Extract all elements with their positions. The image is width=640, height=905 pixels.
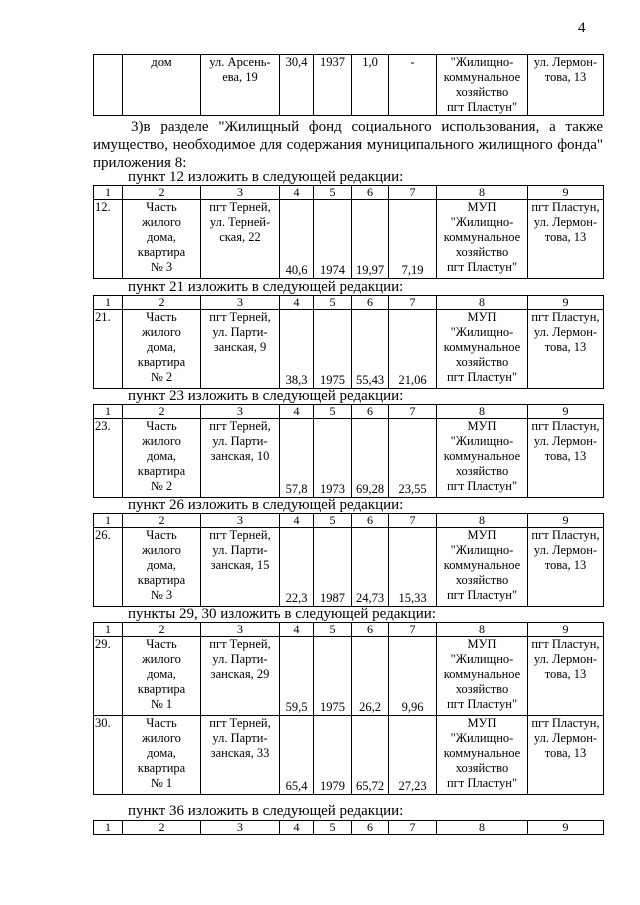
header-cell: 6 — [352, 821, 389, 835]
table-cell: пгт Пластун, ул. Лермон- това, 13 — [528, 200, 604, 279]
header-cell: 1 — [94, 405, 123, 419]
table-cell: Часть жилого дома, квартира № 3 — [123, 528, 201, 607]
table-cell: ул. Лермон- това, 13 — [528, 55, 604, 116]
table-cell: пгт Пластун, ул. Лермон- това, 13 — [528, 716, 604, 795]
table-row — [94, 528, 604, 607]
header-cell: 7 — [389, 405, 437, 419]
table-cell: МУП "Жилищно- коммунальное хозяйство пгт Пластун" — [437, 200, 528, 279]
header-cell: 3 — [201, 405, 280, 419]
amendment-table — [93, 622, 604, 795]
table-cell: 65,72 — [352, 716, 389, 795]
table-cell: пгт Пластун, ул. Лермон- това, 13 — [528, 637, 604, 716]
table-cell: Часть жилого дома, квартира № 1 — [123, 716, 201, 795]
header-cell: 8 — [437, 296, 528, 310]
table-cell: 1979 — [314, 716, 352, 795]
header-cell: 4 — [280, 296, 314, 310]
table-cell: 1974 — [314, 200, 352, 279]
header-cell: 8 — [437, 821, 528, 835]
header-cell: 8 — [437, 623, 528, 637]
header-cell: 6 — [352, 514, 389, 528]
header-cell: 7 — [389, 296, 437, 310]
section-paragraph — [93, 118, 603, 172]
header-cell: 6 — [352, 405, 389, 419]
table-cell: 40,6 — [280, 200, 314, 279]
header-cell: 8 — [437, 405, 528, 419]
table-cell: 1987 — [314, 528, 352, 607]
header-cell: 2 — [123, 405, 201, 419]
table-cell: пгт Пластун, ул. Лермон- това, 13 — [528, 419, 604, 498]
header-cell: 5 — [314, 514, 352, 528]
header-cell: 3 — [201, 296, 280, 310]
table-cell: 55,43 — [352, 310, 389, 389]
table-cell: 1975 — [314, 310, 352, 389]
section-caption: пункт 21 изложить в следующей редакции: — [128, 279, 404, 295]
header-cell: 9 — [528, 623, 604, 637]
header-cell: 7 — [389, 623, 437, 637]
table-cell: Часть жилого дома, квартира № 2 — [123, 419, 201, 498]
table-cell: 9,96 — [389, 637, 437, 716]
table-cell: 26. — [94, 528, 123, 607]
table-cell: 1,0 — [352, 55, 389, 116]
table-cell: 23. — [94, 419, 123, 498]
section-caption: пункт 26 изложить в следующей редакции: — [128, 497, 404, 513]
amendment-table — [93, 295, 604, 389]
table-cell: ул. Арсень- ева, 19 — [201, 55, 280, 116]
table-cell: МУП "Жилищно- коммунальное хозяйство пгт Пластун" — [437, 528, 528, 607]
header-row — [94, 186, 604, 200]
header-cell: 1 — [94, 514, 123, 528]
header-cell: 5 — [314, 296, 352, 310]
header-cell: 5 — [314, 623, 352, 637]
header-row — [94, 623, 604, 637]
header-cell: 2 — [123, 623, 201, 637]
paragraph-text: 3)в разделе "Жилищный фонд социального использования, а также имущество, необходимое для содержания муниципального жилищного фонда" приложения 8: — [93, 119, 603, 171]
table-cell: 69,28 — [352, 419, 389, 498]
header-row — [94, 821, 604, 835]
table-cell: 29. — [94, 637, 123, 716]
header-cell: 4 — [280, 186, 314, 200]
header-cell: 9 — [528, 296, 604, 310]
header-cell: 2 — [123, 821, 201, 835]
table-cell: 65,4 — [280, 716, 314, 795]
table-cell: Часть жилого дома, квартира № 3 — [123, 200, 201, 279]
table-cell: 1975 — [314, 637, 352, 716]
table-row — [94, 716, 604, 795]
table-cell: 30. — [94, 716, 123, 795]
header-cell: 1 — [94, 186, 123, 200]
header-cell: 2 — [123, 296, 201, 310]
table-row — [94, 200, 604, 279]
table-cell: Часть жилого дома, квартира № 1 — [123, 637, 201, 716]
table-cell: МУП "Жилищно- коммунальное хозяйство пгт Пластун" — [437, 716, 528, 795]
amendment-table — [93, 404, 604, 498]
continued-table — [93, 54, 604, 116]
table-cell: МУП "Жилищно- коммунальное хозяйство пгт Пластун" — [437, 637, 528, 716]
table-row — [94, 55, 604, 116]
table-cell: пгт Терней, ул. Парти- занская, 33 — [201, 716, 280, 795]
table-cell: 30,4 — [280, 55, 314, 116]
table-cell: 7,19 — [389, 200, 437, 279]
table-cell: 12. — [94, 200, 123, 279]
header-cell: 6 — [352, 296, 389, 310]
section-caption: пункт 12 изложить в следующей редакции: — [128, 169, 404, 185]
header-cell: 5 — [314, 186, 352, 200]
header-cell: 9 — [528, 821, 604, 835]
header-cell: 3 — [201, 514, 280, 528]
section-caption: пункт 23 изложить в следующей редакции: — [128, 388, 404, 404]
header-cell: 4 — [280, 623, 314, 637]
header-cell: 3 — [201, 186, 280, 200]
table-cell: "Жилищно- коммунальное хозяйство пгт Пластун" — [437, 55, 528, 116]
header-cell: 4 — [280, 514, 314, 528]
header-cell: 7 — [389, 514, 437, 528]
table-cell: пгт Терней, ул. Парти- занская, 10 — [201, 419, 280, 498]
header-cell: 7 — [389, 186, 437, 200]
header-cell: 3 — [201, 623, 280, 637]
table-cell — [94, 55, 123, 116]
header-cell: 1 — [94, 623, 123, 637]
table-cell: 1937 — [314, 55, 352, 116]
table-cell: 15,33 — [389, 528, 437, 607]
table-cell: 26,2 — [352, 637, 389, 716]
table-cell: 23,55 — [389, 419, 437, 498]
table-cell: 1973 — [314, 419, 352, 498]
header-cell: 4 — [280, 821, 314, 835]
table-cell: дом — [123, 55, 201, 116]
table-cell: 27,23 — [389, 716, 437, 795]
header-row — [94, 405, 604, 419]
table-cell: Часть жилого дома, квартира № 2 — [123, 310, 201, 389]
header-row — [94, 514, 604, 528]
amendment-table — [93, 513, 604, 607]
table-cell: 59,5 — [280, 637, 314, 716]
amendment-table — [93, 820, 604, 835]
table-cell: пгт Терней, ул. Парти- занская, 15 — [201, 528, 280, 607]
header-cell: 1 — [94, 296, 123, 310]
table-cell: 21,06 — [389, 310, 437, 389]
header-cell: 6 — [352, 186, 389, 200]
table-cell: 38,3 — [280, 310, 314, 389]
table-row — [94, 637, 604, 716]
section-caption: пункт 36 изложить в следующей редакции: — [128, 803, 404, 819]
header-cell: 5 — [314, 405, 352, 419]
header-row — [94, 296, 604, 310]
table-cell: пгт Терней, ул. Парти- занская, 9 — [201, 310, 280, 389]
header-cell: 9 — [528, 514, 604, 528]
table-cell: пгт Пластун, ул. Лермон- това, 13 — [528, 310, 604, 389]
header-cell: 8 — [437, 514, 528, 528]
table-cell: МУП "Жилищно- коммунальное хозяйство пгт Пластун" — [437, 310, 528, 389]
header-cell: 8 — [437, 186, 528, 200]
page-number: 4 — [578, 20, 586, 36]
table-cell: - — [389, 55, 437, 116]
table-cell: пгт Терней, ул. Парти- занская, 29 — [201, 637, 280, 716]
header-cell: 7 — [389, 821, 437, 835]
header-cell: 6 — [352, 623, 389, 637]
table-cell: 19,97 — [352, 200, 389, 279]
table-cell: 24,73 — [352, 528, 389, 607]
table-cell: 22,3 — [280, 528, 314, 607]
header-cell: 9 — [528, 405, 604, 419]
table-cell: пгт Пластун, ул. Лермон- това, 13 — [528, 528, 604, 607]
header-cell: 2 — [123, 514, 201, 528]
section-caption: пункты 29, 30 изложить в следующей редакции: — [128, 606, 436, 622]
table-row — [94, 419, 604, 498]
header-cell: 2 — [123, 186, 201, 200]
table-cell: пгт Терней, ул. Терней- ская, 22 — [201, 200, 280, 279]
table-cell: 57,8 — [280, 419, 314, 498]
header-cell: 5 — [314, 821, 352, 835]
amendment-table — [93, 185, 604, 279]
header-cell: 4 — [280, 405, 314, 419]
table-row — [94, 310, 604, 389]
table-cell: МУП "Жилищно- коммунальное хозяйство пгт Пластун" — [437, 419, 528, 498]
header-cell: 3 — [201, 821, 280, 835]
table-cell: 21. — [94, 310, 123, 389]
header-cell: 1 — [94, 821, 123, 835]
header-cell: 9 — [528, 186, 604, 200]
